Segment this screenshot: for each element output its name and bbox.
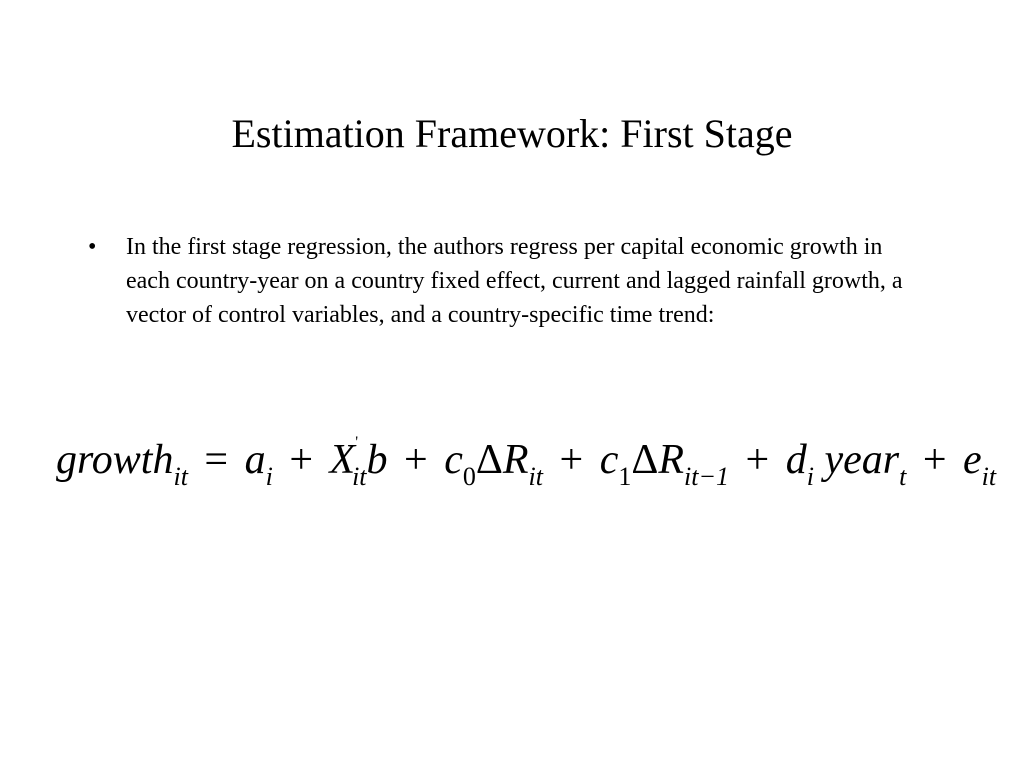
eq-X-sup: ' xyxy=(355,434,359,451)
eq-plus-5: + xyxy=(922,437,947,483)
eq-d-sub: i xyxy=(806,462,814,491)
slide-title: Estimation Framework: First Stage xyxy=(231,111,793,156)
eq-plus-4: + xyxy=(745,437,770,483)
eq-c1: c xyxy=(599,437,619,483)
eq-R2: R xyxy=(658,437,685,483)
eq-equals: = xyxy=(204,437,229,483)
bullet-marker: • xyxy=(88,234,97,260)
eq-plus-3: + xyxy=(559,437,584,483)
bullet-text: In the first stage regression, the authors regress per capital economic growth in each country-year on a country fixed effect, current and lagged rainfall growth, a vector of control variables, and a country-specific time trend: xyxy=(126,234,903,328)
eq-c0: c xyxy=(444,437,463,483)
eq-c1-sub: 1 xyxy=(618,462,632,491)
eq-X-sub: it xyxy=(352,462,367,491)
eq-R1: R xyxy=(502,437,529,483)
eq-delta-1: Δ xyxy=(475,437,503,483)
bullet-list xyxy=(88,230,918,332)
eq-d: d xyxy=(785,437,807,483)
eq-lhs-sub: it xyxy=(173,462,188,491)
eq-R2-sub: it−1 xyxy=(684,462,730,491)
first-stage-equation xyxy=(56,420,996,500)
eq-year: year xyxy=(824,437,900,483)
eq-c0-sub: 0 xyxy=(462,462,476,491)
eq-b: b xyxy=(366,437,388,483)
eq-e: e xyxy=(963,437,982,483)
eq-year-sub: t xyxy=(899,462,907,491)
eq-a-sub: i xyxy=(265,462,273,491)
eq-lhs: growth xyxy=(56,437,174,483)
eq-plus-2: + xyxy=(404,437,428,483)
eq-delta-2: Δ xyxy=(631,437,659,483)
eq-plus-1: + xyxy=(289,437,314,483)
eq-a: a xyxy=(244,437,266,483)
eq-e-sub: it xyxy=(981,462,997,491)
eq-R1-sub: it xyxy=(528,462,543,491)
bullet-item xyxy=(88,230,918,332)
eq-X: X xyxy=(329,437,356,483)
